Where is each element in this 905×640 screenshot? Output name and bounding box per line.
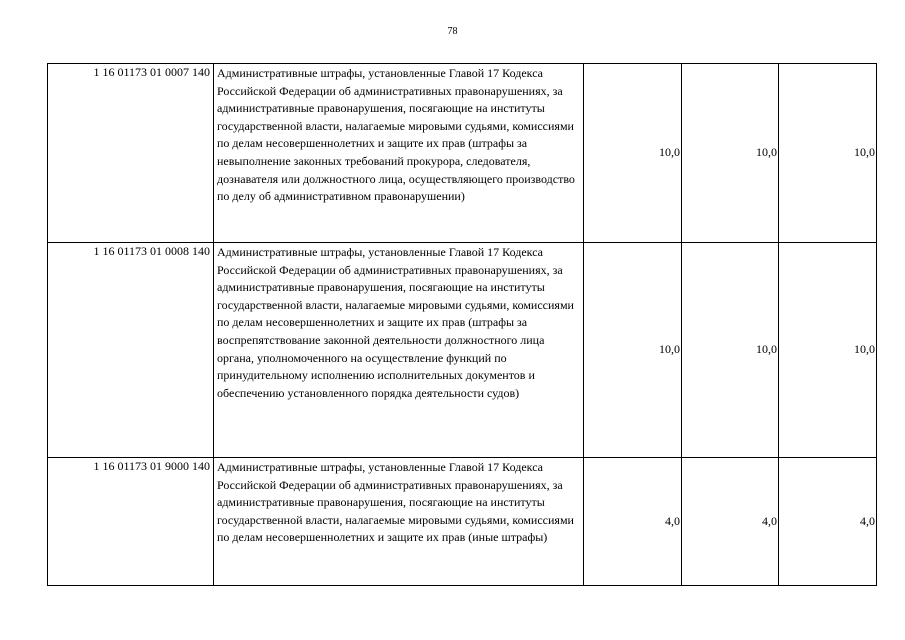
value-cell-year-2: 10,0 [682, 243, 779, 458]
value-cell-year-2: 4,0 [682, 458, 779, 586]
value-cell-year-1: 10,0 [584, 243, 682, 458]
table-row [48, 243, 877, 458]
description-text: Административные штрафы, установленные Главой 17 Кодекса Российской Федерации об административных правонарушениях, за административные правонарушения, посягающие на институты государственной власти, налагаемые мировыми судьями, комиссиями по делам несовершеннолетних и защите их прав (штрафы за невыполнение законных требований прокурора, следователя, дознавателя или должностного лица, осуществляющего производство по делу об административном правонарушении) [217, 66, 575, 204]
page-number: 78 [447, 26, 458, 37]
description-text: Административные штрафы, установленные Главой 17 Кодекса Российской Федерации об административных правонарушениях, за административные правонарушения, посягающие на институты государственной власти, налагаемые мировыми судьями, комиссиями по делам несовершеннолетних и защите их прав (иные штрафы) [217, 460, 574, 545]
revenue-table [47, 63, 877, 586]
description-cell [214, 243, 584, 458]
budget-code-cell: 1 16 01173 01 9000 140 [48, 458, 214, 586]
table-row [48, 64, 877, 243]
description-cell [214, 64, 584, 243]
description-cell [214, 458, 584, 586]
budget-code-cell: 1 16 01173 01 0008 140 [48, 243, 214, 458]
budget-code-cell: 1 16 01173 01 0007 140 [48, 64, 214, 243]
value-cell-year-3: 10,0 [779, 243, 877, 458]
value-cell-year-2: 10,0 [682, 64, 779, 243]
value-cell-year-3: 4,0 [779, 458, 877, 586]
value-cell-year-1: 10,0 [584, 64, 682, 243]
value-cell-year-1: 4,0 [584, 458, 682, 586]
table-row [48, 458, 877, 586]
value-cell-year-3: 10,0 [779, 64, 877, 243]
description-text: Административные штрафы, установленные Главой 17 Кодекса Российской Федерации об административных правонарушениях, за административные правонарушения, посягающие на институты государственной власти, налагаемые мировыми судьями, комиссиями по делам несовершеннолетних и защите их прав (штрафы за воспрепятствование законной деятельности должностного лица органа, уполномоченного на осуществление функций по принудительному исполнению исполнительных документов и обеспечению установленного порядка деятельности судов) [217, 245, 574, 400]
